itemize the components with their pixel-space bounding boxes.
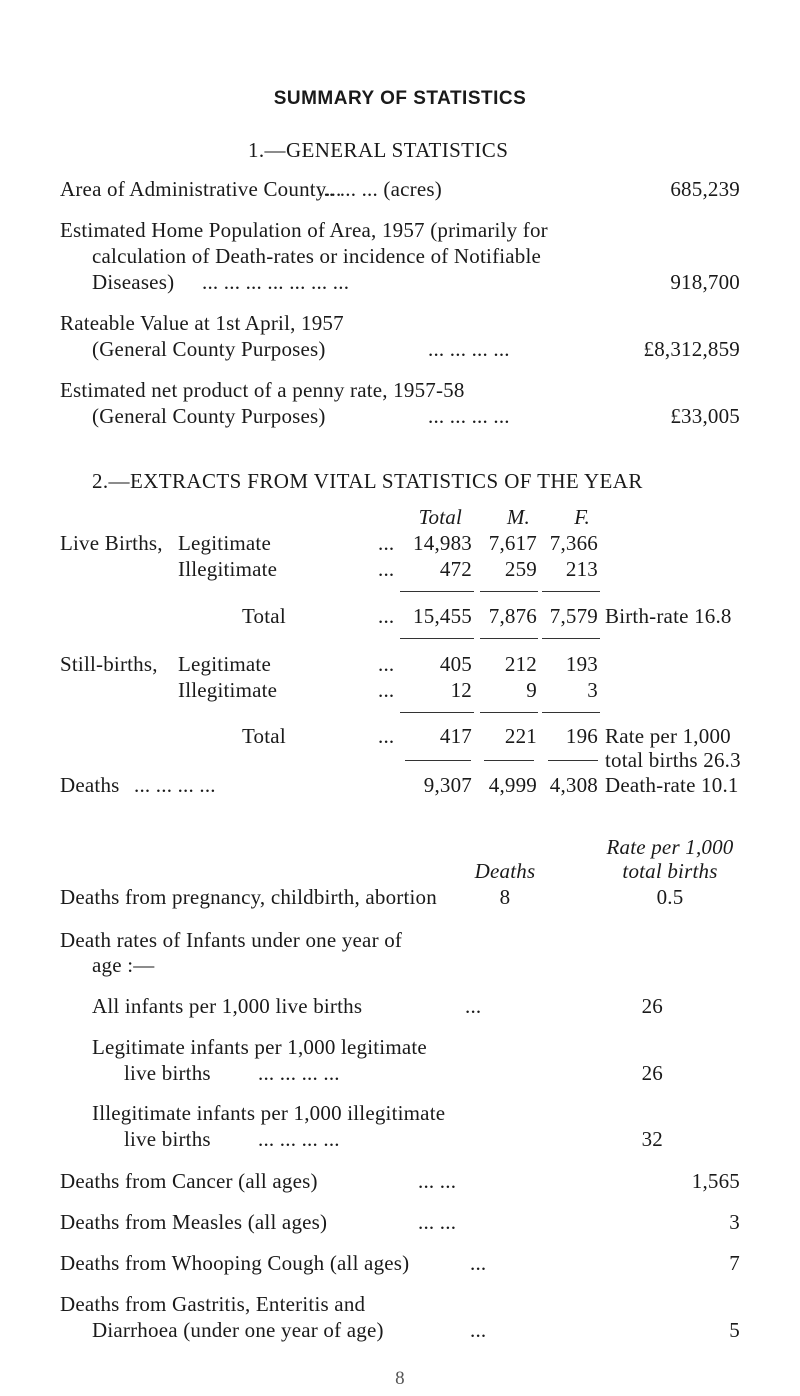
still-total-m: 221 <box>504 724 537 748</box>
whooping-value: 7 <box>729 1251 740 1275</box>
section1-heading: 1.—GENERAL STATISTICS <box>248 138 509 162</box>
still-total-total: 417 <box>439 724 472 748</box>
live-legit-f: 7,366 <box>549 531 598 555</box>
gastritis-line1: Deaths from Gastritis, Enteritis and <box>60 1292 366 1316</box>
gastritis-value: 5 <box>729 1318 740 1342</box>
population-value: 918,700 <box>670 270 740 294</box>
live-illegit-label: Illegitimate <box>178 557 278 581</box>
live-illegit-dots: ... <box>378 557 395 581</box>
measles-label: Deaths from Measles (all ages) <box>60 1210 328 1234</box>
infant-legit-line2: live births <box>124 1061 211 1085</box>
area-leaders: ... ... ... (acres) <box>318 177 442 201</box>
live-illegit-f: 213 <box>565 557 598 581</box>
penny-leaders: ... ... ... ... <box>428 404 510 428</box>
birth-rate: Birth-rate 16.8 <box>605 604 732 628</box>
rule <box>542 591 600 592</box>
cancer-dots: ... ... <box>418 1169 457 1193</box>
live-illegit-m: 259 <box>504 557 537 581</box>
rule <box>400 638 474 639</box>
infant-illegit-dots: ... ... ... ... <box>258 1127 340 1151</box>
live-legit-dots: ... <box>378 531 395 555</box>
rule <box>400 712 474 713</box>
penny-line1: Estimated net product of a penny rate, 1957-58 <box>60 378 465 402</box>
infant-illegit-value: 32 <box>641 1127 663 1151</box>
maternal-col-rate2: total births <box>622 859 718 883</box>
still-illegit-label: Illegitimate <box>178 678 278 702</box>
live-total-label: Total <box>242 604 286 628</box>
rule <box>400 591 474 592</box>
rateable-value: £8,312,859 <box>643 337 740 361</box>
section2-heading: 2.—EXTRACTS FROM VITAL STATISTICS OF THE YEAR <box>92 469 643 493</box>
still-legit-m: 212 <box>504 652 537 676</box>
population-line3: Diseases) <box>92 270 175 294</box>
cancer-label: Deaths from Cancer (all ages) <box>60 1169 318 1193</box>
live-total-m: 7,876 <box>488 604 537 628</box>
live-legit-m: 7,617 <box>488 531 537 555</box>
maternal-rate: 0.5 <box>656 885 684 909</box>
gastritis-line2: Diarrhoea (under one year of age) <box>92 1318 384 1342</box>
live-total-f: 7,579 <box>549 604 598 628</box>
live-births-label: Live Births, <box>60 531 163 555</box>
death-rate: Death-rate 10.1 <box>605 773 739 797</box>
still-illegit-f: 3 <box>587 678 598 702</box>
still-total-f: 196 <box>565 724 598 748</box>
population-line2: calculation of Death-rates or incidence of Notifiable <box>92 244 542 268</box>
penny-value: £33,005 <box>670 404 740 428</box>
deaths-dots: ... ... ... ... <box>134 773 216 797</box>
col-total: Total <box>418 505 462 529</box>
rule <box>405 760 471 761</box>
gastritis-dots: ... <box>470 1318 487 1342</box>
still-rate-note2: total births 26.3 <box>605 748 741 772</box>
rateable-line2: (General County Purposes) <box>92 337 326 361</box>
still-total-dots: ... <box>378 724 395 748</box>
live-total-dots: ... <box>378 604 395 628</box>
page-number: 8 <box>395 1368 405 1389</box>
measles-dots: ... ... <box>418 1210 457 1234</box>
still-legit-f: 193 <box>565 652 598 676</box>
whooping-dots: ... <box>470 1251 487 1275</box>
live-illegit-total: 472 <box>439 557 472 581</box>
maternal-label: Deaths from pregnancy, childbirth, abortion <box>60 885 437 909</box>
infant-legit-dots: ... ... ... ... <box>258 1061 340 1085</box>
still-legit-dots: ... <box>378 652 395 676</box>
infant-legit-value: 26 <box>641 1061 663 1085</box>
infant-legit-line1: Legitimate infants per 1,000 legitimate <box>92 1035 427 1059</box>
maternal-col-rate1: Rate per 1,000 <box>606 835 734 859</box>
still-illegit-total: 12 <box>450 678 472 702</box>
infant-illegit-line2: live births <box>124 1127 211 1151</box>
page-title: SUMMARY OF STATISTICS <box>273 88 527 109</box>
infant-line1: Death rates of Infants under one year of <box>60 928 403 952</box>
infant-all-label: All infants per 1,000 live births <box>92 994 363 1018</box>
deaths-m: 4,999 <box>488 773 537 797</box>
live-legit-total: 14,983 <box>413 531 472 555</box>
area-label: Area of Administrative County... <box>60 177 342 201</box>
rule <box>548 760 598 761</box>
rule <box>480 638 538 639</box>
cancer-value: 1,565 <box>691 1169 740 1193</box>
deaths-label: Deaths <box>60 773 120 797</box>
maternal-col-deaths: Deaths <box>474 859 536 883</box>
rateable-line1: Rateable Value at 1st April, 1957 <box>60 311 344 335</box>
infant-all-value: 26 <box>641 994 663 1018</box>
infant-line2: age :— <box>92 953 155 977</box>
rule <box>480 591 538 592</box>
infant-illegit-line1: Illegitimate infants per 1,000 illegitimate <box>92 1101 446 1125</box>
maternal-deaths: 8 <box>499 885 511 909</box>
population-line1: Estimated Home Population of Area, 1957 (primarily for <box>60 218 548 242</box>
still-illegit-dots: ... <box>378 678 395 702</box>
col-m: M. <box>506 505 530 529</box>
rule <box>480 712 538 713</box>
still-births-label: Still-births, <box>60 652 158 676</box>
still-total-label: Total <box>242 724 286 748</box>
rateable-leaders: ... ... ... ... <box>428 337 510 361</box>
still-illegit-m: 9 <box>526 678 537 702</box>
deaths-f: 4,308 <box>549 773 598 797</box>
live-legit-label: Legitimate <box>178 531 271 555</box>
still-legit-total: 405 <box>439 652 472 676</box>
measles-value: 3 <box>729 1210 740 1234</box>
rule <box>542 638 600 639</box>
whooping-label: Deaths from Whooping Cough (all ages) <box>60 1251 410 1275</box>
infant-all-dots: ... <box>465 994 482 1018</box>
col-f: F. <box>574 505 590 529</box>
live-total-total: 15,455 <box>413 604 472 628</box>
rule <box>484 760 534 761</box>
rule <box>542 712 600 713</box>
still-rate-note1: Rate per 1,000 <box>605 724 731 748</box>
area-value: 685,239 <box>670 177 740 201</box>
penny-line2: (General County Purposes) <box>92 404 326 428</box>
still-legit-label: Legitimate <box>178 652 271 676</box>
deaths-total: 9,307 <box>423 773 472 797</box>
population-leaders: ... ... ... ... ... ... ... <box>202 270 350 294</box>
